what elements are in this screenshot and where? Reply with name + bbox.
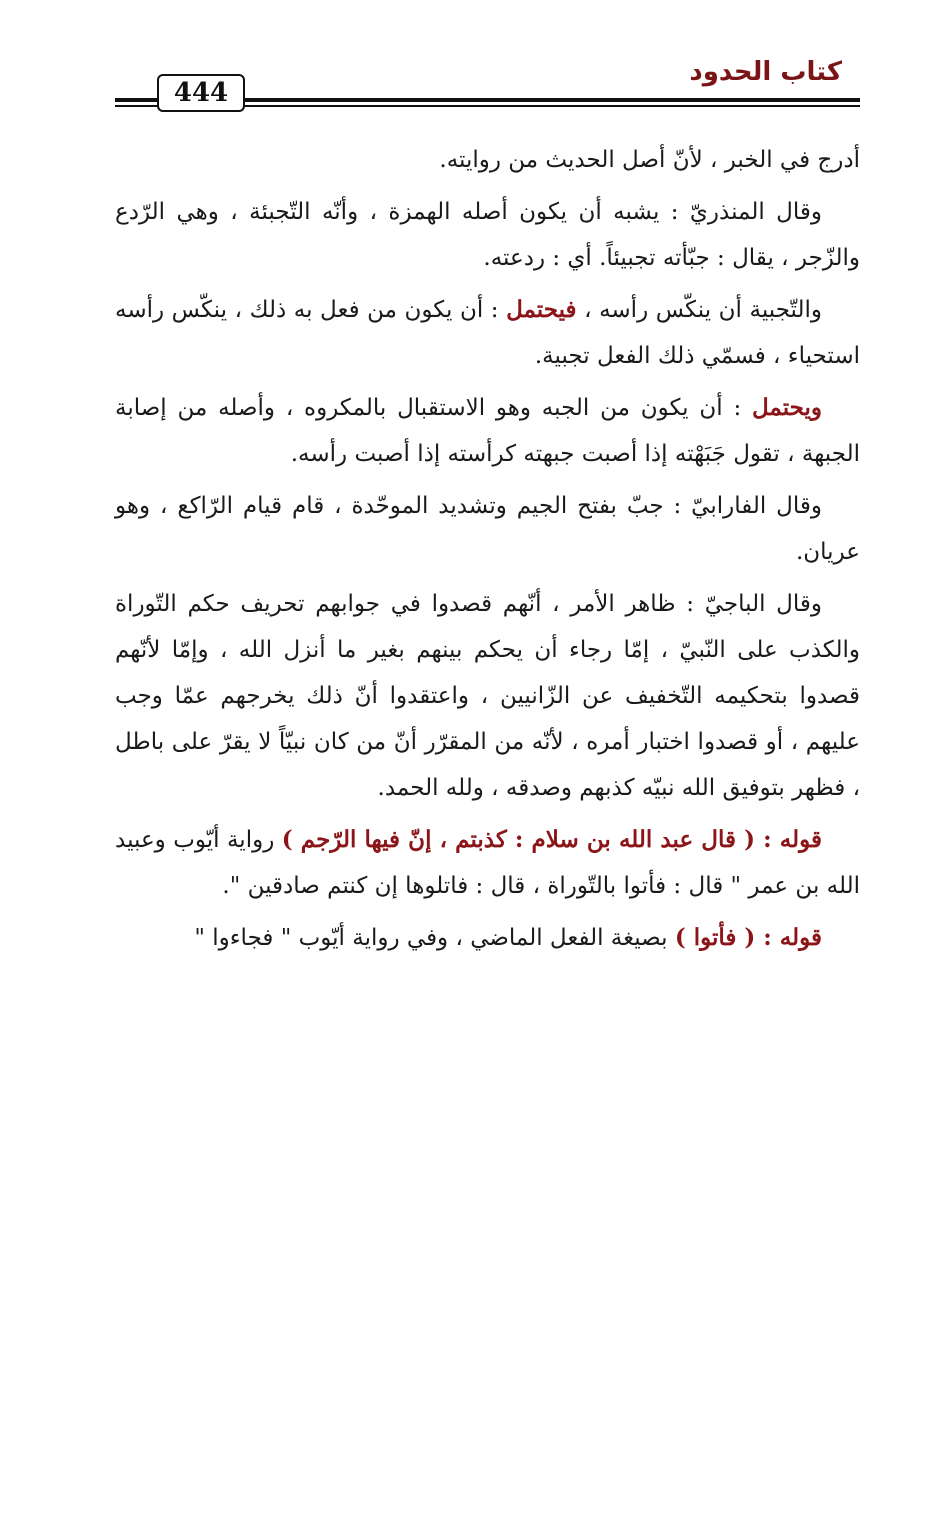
paragraph-7-rest: رواية أيّوب وعبيد الله بن عمر " قال : فأتوا بالتّوراة ، قال : فاتلوها إن كنتم صادقين ". <box>115 827 860 899</box>
paragraph-3-rest: : أن يكون من فعل به ذلك ، ينكّس رأسه استحياء ، فسمّي ذلك الفعل تجبية. <box>115 297 860 369</box>
quote-heading: قوله : ( فأتوا ) <box>674 924 822 951</box>
paragraph-2: وقال المنذريّ : يشبه أن يكون أصله الهمزة ، وأنّه التّجبئة ، وهي الرّدع والزّجر ، يقال : جبّأته تجبيئاً. أي : ردعته. <box>115 199 860 271</box>
highlight-term: ويحتمل <box>751 394 822 421</box>
paragraph-5: وقال الفارابيّ : جبّ بفتح الجيم وتشديد الموحّدة ، قام قيام الرّاكع ، وهو عريان. <box>115 493 860 565</box>
highlight-term: فيحتمل <box>506 296 577 323</box>
paragraph-7 <box>115 817 860 909</box>
paragraph-4 <box>115 385 860 477</box>
paragraph-3-lead: والتّجبية أن ينكّس رأسه ، <box>576 297 822 323</box>
page-body <box>115 137 860 967</box>
page-number: 444 <box>157 74 245 112</box>
page-header <box>115 55 860 115</box>
paragraph-3 <box>115 287 860 379</box>
quote-heading: قوله : ( قال عبد الله بن سلام : كذبتم ، إنّ فيها الرّجم ) <box>281 826 822 853</box>
paragraph-4-rest: : أن يكون من الجبه وهو الاستقبال بالمكروه ، وأصله من إصابة الجبهة ، تقول جَبَهْته إذا أصبت جبهته كرأسته إذا أصبت رأسه. <box>115 395 860 467</box>
paragraph-8-rest: بصيغة الفعل الماضي ، وفي رواية أيّوب " فجاءوا " <box>194 925 675 951</box>
paragraph-8 <box>115 915 860 961</box>
paragraph-1: أدرج في الخبر ، لأنّ أصل الحديث من روايته. <box>439 147 860 173</box>
book-title: كتاب الحدود <box>689 57 842 87</box>
paragraph-6: وقال الباجيّ : ظاهر الأمر ، أنّهم قصدوا في جوابهم تحريف حكم التّوراة والكذب على النّبيّ ، إمّا رجاء أن يحكم بينهم بغير ما أنزل الله ، وإمّا لأنّهم قصدوا بتحكيمه التّخفيف عن الزّانيين ، واعتقدوا أنّ ذلك يخرجهم عمّا وجب عليهم ، أو قصدوا اختبار أمره ، لأنّه من المقرّر أنّ من كان نبيّاً لا يقرّ على باطل ، فظهر بتوفيق الله نبيّه كذبهم وصدقه ، ولله الحمد. <box>115 591 860 801</box>
